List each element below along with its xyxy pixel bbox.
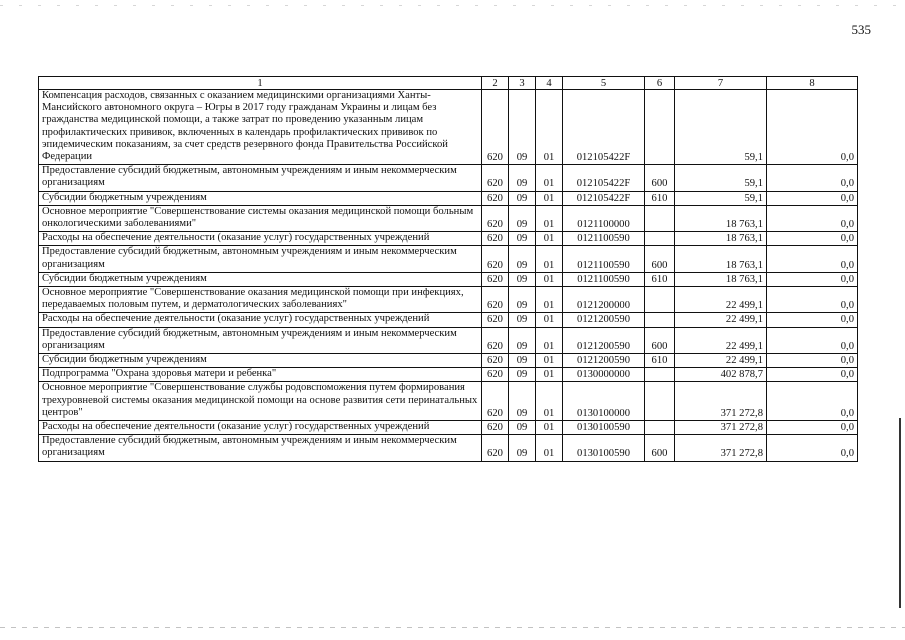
row-col-6 (645, 287, 675, 313)
row-col-6: 600 (645, 435, 675, 461)
row-col-3: 09 (509, 435, 536, 461)
row-col-8: 0,0 (767, 90, 858, 165)
row-col-8: 0,0 (767, 327, 858, 353)
row-col-3: 09 (509, 191, 536, 205)
row-name: Расходы на обеспечение деятельности (оказание услуг) государственных учреждений (39, 232, 482, 246)
row-col-4: 01 (536, 287, 563, 313)
row-col-5: 0121200590 (563, 327, 645, 353)
row-col-3: 09 (509, 327, 536, 353)
row-col-3: 09 (509, 354, 536, 368)
table-row (39, 435, 858, 461)
table-row (39, 90, 858, 165)
row-col-4: 01 (536, 191, 563, 205)
row-col-4: 01 (536, 165, 563, 191)
table-row (39, 313, 858, 327)
row-col-5: 012105422F (563, 165, 645, 191)
row-col-3: 09 (509, 368, 536, 382)
row-col-6 (645, 368, 675, 382)
table-header-row (39, 77, 858, 90)
row-col-7: 18 763,1 (675, 272, 767, 286)
row-col-4: 01 (536, 205, 563, 231)
scan-noise-top (0, 5, 905, 6)
row-name: Предоставление субсидий бюджетным, автономным учреждениям и иным некоммерческим организациям (39, 327, 482, 353)
row-col-3: 09 (509, 421, 536, 435)
row-col-2: 620 (482, 354, 509, 368)
row-col-7: 22 499,1 (675, 327, 767, 353)
row-col-6: 610 (645, 354, 675, 368)
row-col-6 (645, 205, 675, 231)
row-col-3: 09 (509, 287, 536, 313)
row-name: Расходы на обеспечение деятельности (оказание услуг) государственных учреждений (39, 421, 482, 435)
header-col-8: 8 (767, 77, 858, 90)
row-col-4: 01 (536, 327, 563, 353)
row-name: Предоставление субсидий бюджетным, автономным учреждениям и иным некоммерческим организациям (39, 165, 482, 191)
row-col-7: 18 763,1 (675, 246, 767, 272)
page-number: 535 (851, 22, 871, 37)
row-col-3: 09 (509, 246, 536, 272)
row-col-2: 620 (482, 205, 509, 231)
row-col-3: 09 (509, 382, 536, 421)
header-col-4: 4 (536, 77, 563, 90)
row-col-7: 22 499,1 (675, 354, 767, 368)
row-col-6: 610 (645, 272, 675, 286)
row-col-8: 0,0 (767, 246, 858, 272)
row-col-2: 620 (482, 313, 509, 327)
row-name: Основное мероприятие "Совершенствование оказания медицинской помощи при инфекциях, передаваемых половым путем, и дерматологических заболеваниях" (39, 287, 482, 313)
row-col-6: 600 (645, 246, 675, 272)
row-col-6: 600 (645, 165, 675, 191)
row-col-3: 09 (509, 272, 536, 286)
table-row (39, 165, 858, 191)
table-row (39, 382, 858, 421)
row-col-6 (645, 421, 675, 435)
row-col-4: 01 (536, 313, 563, 327)
row-col-2: 620 (482, 191, 509, 205)
row-col-6 (645, 90, 675, 165)
row-col-7: 22 499,1 (675, 313, 767, 327)
row-col-4: 01 (536, 368, 563, 382)
row-col-5: 0121100590 (563, 272, 645, 286)
row-col-5: 0121100590 (563, 232, 645, 246)
row-col-8: 0,0 (767, 313, 858, 327)
row-col-3: 09 (509, 313, 536, 327)
header-col-1: 1 (39, 77, 482, 90)
header-col-3: 3 (509, 77, 536, 90)
header-col-6: 6 (645, 77, 675, 90)
row-col-7: 22 499,1 (675, 287, 767, 313)
row-col-2: 620 (482, 287, 509, 313)
table-row (39, 287, 858, 313)
row-col-7: 59,1 (675, 165, 767, 191)
row-col-5: 0121200590 (563, 313, 645, 327)
row-col-2: 620 (482, 382, 509, 421)
row-col-4: 01 (536, 272, 563, 286)
row-col-6 (645, 313, 675, 327)
scan-edge-mark (899, 418, 901, 608)
table-row (39, 232, 858, 246)
row-col-5: 0130100590 (563, 421, 645, 435)
row-col-8: 0,0 (767, 272, 858, 286)
row-col-4: 01 (536, 232, 563, 246)
row-col-2: 620 (482, 165, 509, 191)
row-col-8: 0,0 (767, 435, 858, 461)
row-name: Расходы на обеспечение деятельности (оказание услуг) государственных учреждений (39, 313, 482, 327)
row-col-7: 59,1 (675, 191, 767, 205)
row-col-4: 01 (536, 435, 563, 461)
row-col-8: 0,0 (767, 382, 858, 421)
row-col-5: 0130000000 (563, 368, 645, 382)
row-col-3: 09 (509, 232, 536, 246)
header-col-2: 2 (482, 77, 509, 90)
row-col-2: 620 (482, 368, 509, 382)
row-col-8: 0,0 (767, 421, 858, 435)
row-col-2: 620 (482, 90, 509, 165)
row-col-5: 0130100590 (563, 435, 645, 461)
row-col-3: 09 (509, 205, 536, 231)
row-col-2: 620 (482, 272, 509, 286)
row-col-3: 09 (509, 165, 536, 191)
row-col-2: 620 (482, 421, 509, 435)
row-col-2: 620 (482, 435, 509, 461)
row-col-6: 600 (645, 327, 675, 353)
row-col-4: 01 (536, 354, 563, 368)
row-col-8: 0,0 (767, 165, 858, 191)
row-col-7: 402 878,7 (675, 368, 767, 382)
row-col-7: 371 272,8 (675, 421, 767, 435)
row-name: Субсидии бюджетным учреждениям (39, 191, 482, 205)
row-col-6: 610 (645, 191, 675, 205)
row-name: Основное мероприятие "Совершенствование службы родовспоможения путем формирования трехуровневой системы оказания медицинской помощи на основе развития сети перинатальных центров" (39, 382, 482, 421)
row-col-5: 0130100000 (563, 382, 645, 421)
row-name: Субсидии бюджетным учреждениям (39, 272, 482, 286)
row-col-5: 012105422F (563, 90, 645, 165)
row-col-8: 0,0 (767, 354, 858, 368)
row-col-2: 620 (482, 327, 509, 353)
row-col-4: 01 (536, 421, 563, 435)
row-col-2: 620 (482, 246, 509, 272)
row-col-7: 18 763,1 (675, 205, 767, 231)
table-row (39, 327, 858, 353)
budget-table (38, 76, 858, 462)
row-col-5: 0121100000 (563, 205, 645, 231)
row-col-4: 01 (536, 382, 563, 421)
row-col-6 (645, 232, 675, 246)
row-name: Подпрограмма "Охрана здоровья матери и ребенка" (39, 368, 482, 382)
row-col-7: 18 763,1 (675, 232, 767, 246)
row-col-7: 371 272,8 (675, 382, 767, 421)
table-row (39, 191, 858, 205)
header-col-5: 5 (563, 77, 645, 90)
row-col-8: 0,0 (767, 232, 858, 246)
row-col-8: 0,0 (767, 191, 858, 205)
row-name: Компенсация расходов, связанных с оказанием медицинскими организациями Ханты-Мансийского автономного округа – Югры в 2017 году гражданам Украины и лицам без гражданства медицинской помощи, а также затрат по проведению указанным лицам профилактических прививок, включенных в календарь профилактических прививок по эпидемическим показаниям, за счет средств резервного фонда Правительства Российской Федерации (39, 90, 482, 165)
row-col-7: 371 272,8 (675, 435, 767, 461)
row-col-8: 0,0 (767, 368, 858, 382)
row-col-5: 0121200000 (563, 287, 645, 313)
table-row (39, 368, 858, 382)
table-row (39, 205, 858, 231)
row-col-6 (645, 382, 675, 421)
scan-noise-bottom (0, 627, 905, 628)
header-col-7: 7 (675, 77, 767, 90)
row-col-4: 01 (536, 90, 563, 165)
row-col-7: 59,1 (675, 90, 767, 165)
row-name: Предоставление субсидий бюджетным, автономным учреждениям и иным некоммерческим организациям (39, 435, 482, 461)
row-col-5: 0121200590 (563, 354, 645, 368)
row-col-2: 620 (482, 232, 509, 246)
row-name: Основное мероприятие "Совершенствование системы оказания медицинской помощи больным онкологическими заболеваниями" (39, 205, 482, 231)
row-col-8: 0,0 (767, 287, 858, 313)
row-name: Субсидии бюджетным учреждениям (39, 354, 482, 368)
row-col-4: 01 (536, 246, 563, 272)
row-col-5: 0121100590 (563, 246, 645, 272)
row-col-5: 012105422F (563, 191, 645, 205)
table-row (39, 421, 858, 435)
table-row (39, 246, 858, 272)
table-row (39, 272, 858, 286)
row-col-3: 09 (509, 90, 536, 165)
row-col-8: 0,0 (767, 205, 858, 231)
table-row (39, 354, 858, 368)
row-name: Предоставление субсидий бюджетным, автономным учреждениям и иным некоммерческим организациям (39, 246, 482, 272)
